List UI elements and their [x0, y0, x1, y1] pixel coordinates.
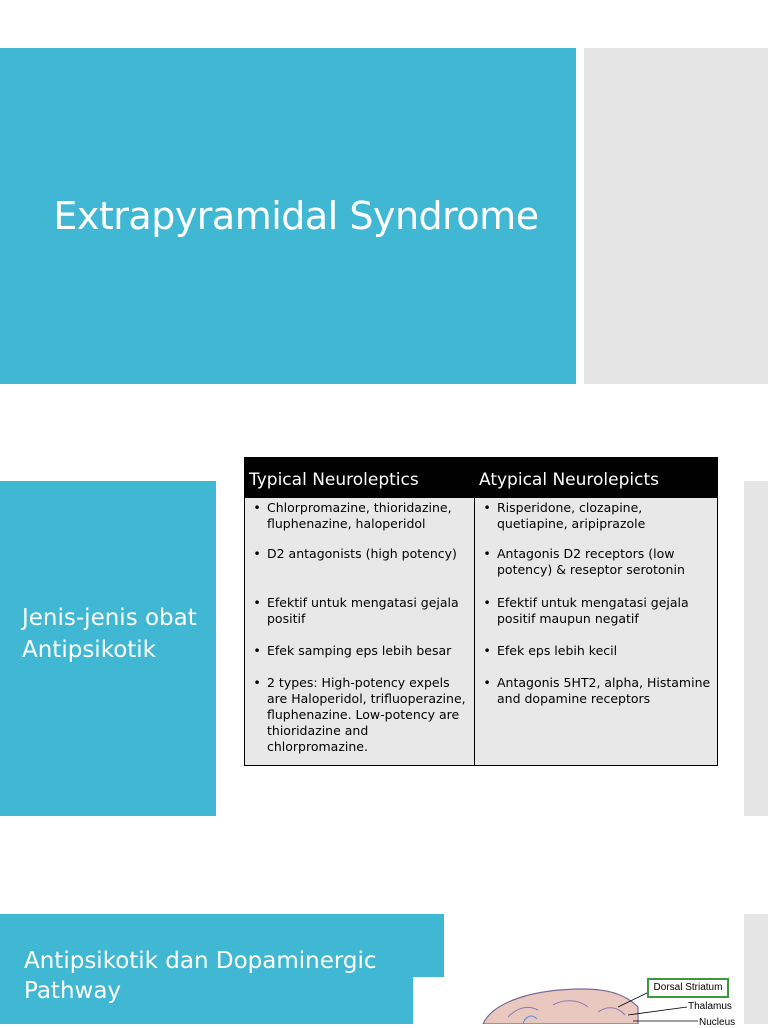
bullet-icon: •	[253, 500, 261, 515]
thalamus-label: Thalamus	[688, 1001, 732, 1012]
nucleus-label: Nucleus	[699, 1017, 736, 1028]
table-cell: • D2 antagonists (high potency)	[245, 546, 475, 595]
section-label: Jenis-jenis obat Antipsikotik	[22, 605, 197, 663]
brain-outline	[483, 989, 638, 1024]
table-row	[245, 643, 718, 675]
bullet-icon: •	[483, 500, 491, 515]
table-row	[245, 675, 718, 766]
table-cell: • Antagonis D2 receptors (low potency) & reseptor serotonin	[475, 546, 718, 595]
bullet-icon: •	[483, 643, 491, 658]
next-slide-edge	[744, 914, 768, 1024]
table-cell: • Efektif untuk mengatasi gejala positif maupun negatif	[475, 595, 718, 643]
table-cell: • Chlorpromazine, thioridazine, fluphenazine, haloperidol	[245, 498, 475, 547]
column-header-typical: Typical Neuroleptics	[245, 458, 475, 498]
table-cell: • Risperidone, clozapine, quetiapine, aripiprazole	[475, 498, 718, 547]
bullet-icon: •	[483, 675, 491, 690]
table-header-row	[245, 458, 718, 498]
table-row	[245, 546, 718, 595]
section-title: Antipsikotik dan Dopaminergic Pathway	[24, 948, 377, 1004]
comparison-table	[244, 457, 718, 766]
bullet-icon: •	[483, 595, 491, 610]
table-cell: • Efek eps lebih kecil	[475, 643, 718, 675]
next-slide-preview	[584, 48, 768, 384]
bullet-icon: •	[253, 675, 261, 690]
bullet-icon: •	[253, 595, 261, 610]
dorsal-striatum-label: Dorsal Striatum	[647, 978, 729, 998]
table-row	[245, 498, 718, 547]
table-cell: • Efektif untuk mengatasi gejala positif	[245, 595, 475, 643]
table-cell: • Efek samping eps lebih besar	[245, 643, 475, 675]
table-row	[245, 595, 718, 643]
table-cell: • Antagonis 5HT2, alpha, Histamine and dopamine receptors	[475, 675, 718, 766]
bullet-icon: •	[483, 546, 491, 561]
bullet-icon: •	[253, 546, 261, 561]
slide-title: Extrapyramidal Syndrome	[53, 194, 539, 238]
table-cell: • 2 types: High-potency expels are Haloperidol, trifluoperazine, fluphenazine. Low-potency are thioridazine and chlorpromazine.	[245, 675, 475, 766]
column-header-atypical: Atypical Neurolepicts	[475, 458, 718, 498]
next-slide-edge	[744, 481, 768, 816]
bullet-icon: •	[253, 643, 261, 658]
